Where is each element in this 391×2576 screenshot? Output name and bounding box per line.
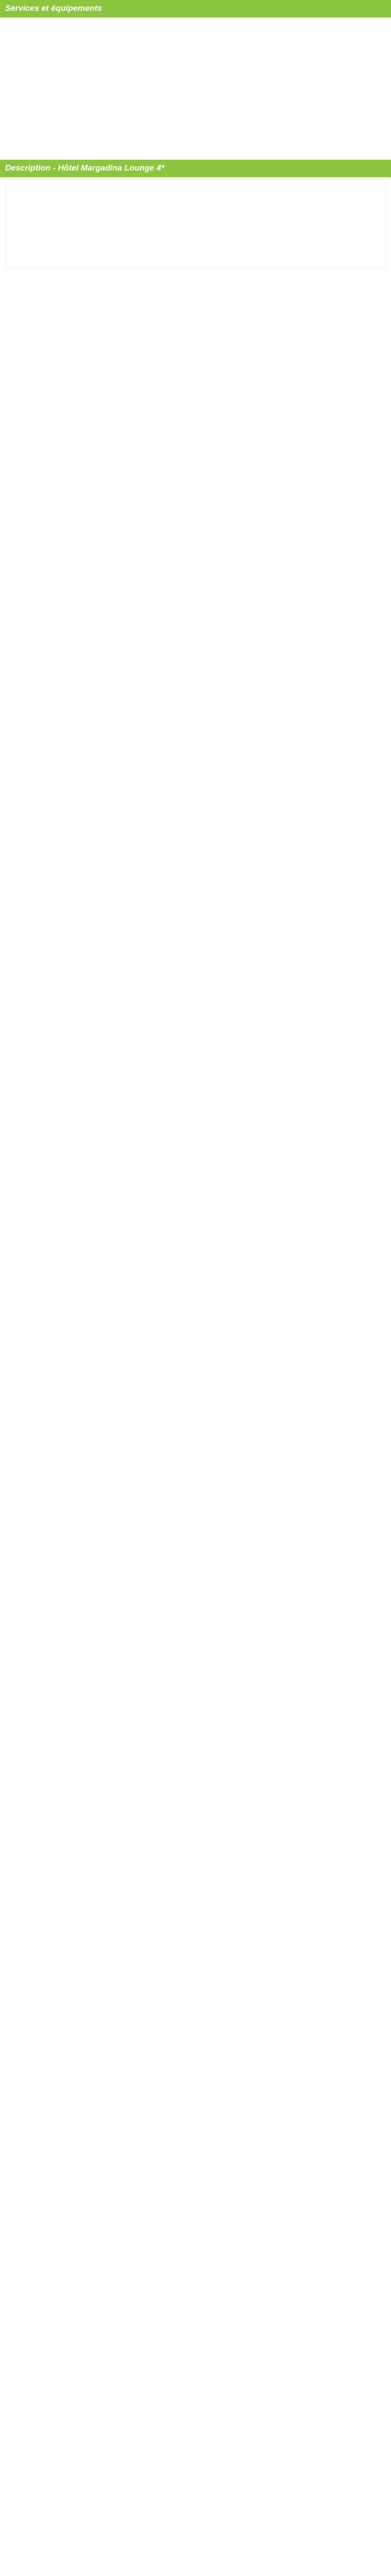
description-heading: Description - Hôtel Margadina Lounge 4* <box>0 160 391 177</box>
services-heading: Services et équipements <box>0 0 391 18</box>
description-body <box>0 180 391 269</box>
description-block <box>5 180 386 269</box>
services-grid <box>0 18 391 124</box>
